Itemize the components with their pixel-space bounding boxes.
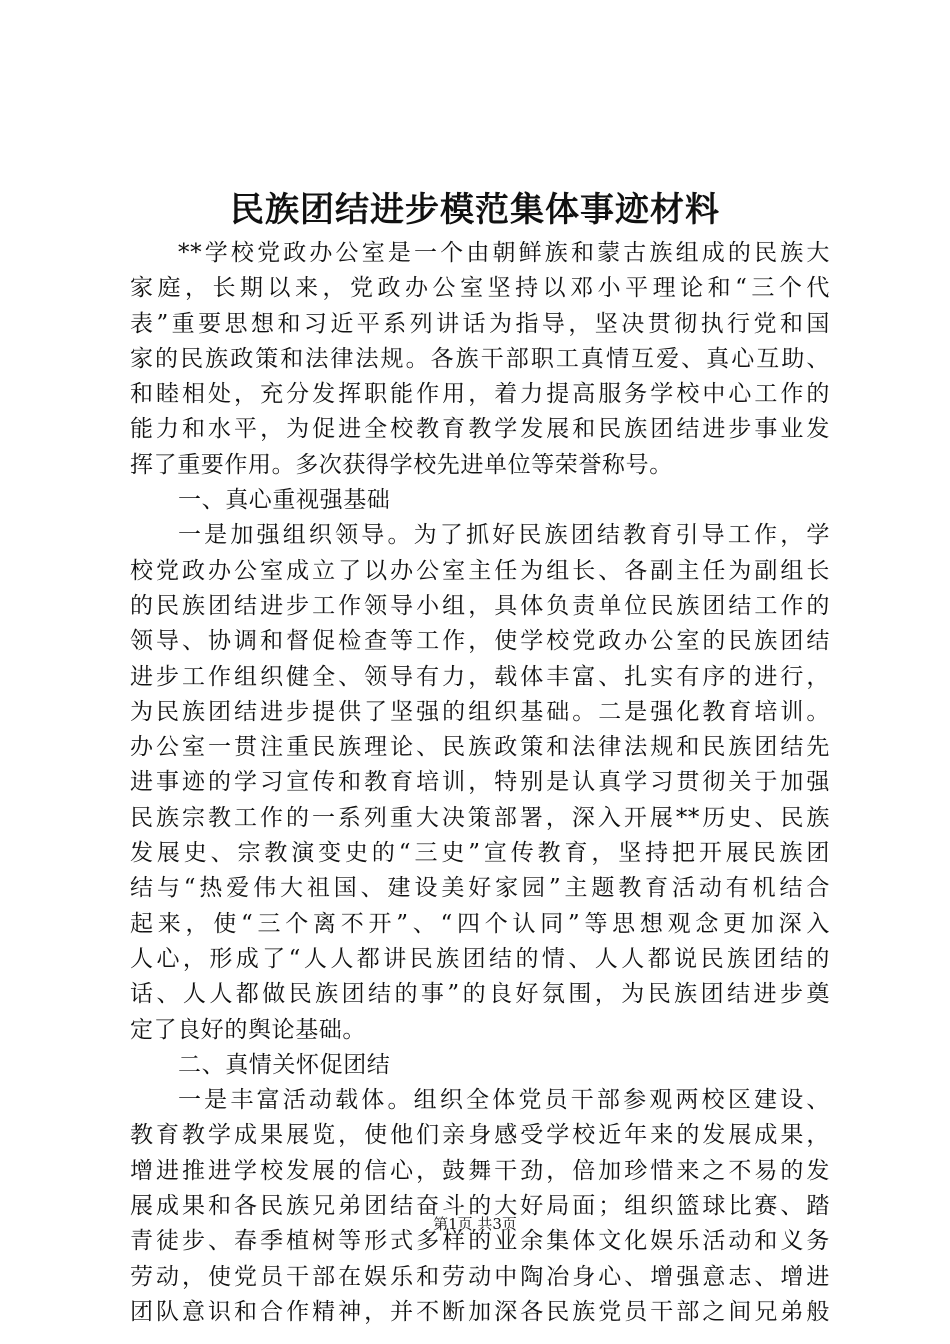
text-line: 进事迹的学习宣传和教育培训，特别是认真学习贯彻关于加强 [130,769,830,796]
text-line: 青徒步、春季植树等形式多样的业余集体文化娱乐活动和义务 [130,1228,830,1255]
text-line: 领导、协调和督促检查等工作，使学校党政办公室的民族团结 [130,628,830,655]
text-line: **学校党政办公室是一个由朝鲜族和蒙古族组成的民族大 [178,240,830,266]
text-line: 一是丰富活动载体。组织全体党员干部参观两校区建设、 [178,1087,830,1114]
text-line: 和睦相处，充分发挥职能作用，着力提高服务学校中心工作的 [130,381,830,408]
text-line: 团队意识和合作精神，并不断加深各民族党员干部之间兄弟般 [130,1298,830,1325]
text-line: 定了良好的舆论基础。 [130,1016,366,1043]
document-title: 民族团结进步模范集体事迹材料 [230,190,720,230]
text-line: 增进推进学校发展的信心，鼓舞干劲，倍加珍惜来之不易的发 [130,1157,830,1184]
text-line: 的民族团结进步工作领导小组，具体负责单位民族团结工作的 [130,592,830,619]
text-line: 表”重要思想和习近平系列讲话为指导，坚决贯彻执行党和国 [130,310,830,337]
text-line: 劳动，使党员干部在娱乐和劳动中陶冶身心、增强意志、增进 [130,1263,830,1290]
text-line: 挥了重要作用。多次获得学校先进单位等荣誉称号。 [130,451,673,478]
text-line: 起来，使“三个离不开”、“四个认同”等思想观念更加深入 [130,910,830,937]
text-line: 一是加强组织领导。为了抓好民族团结教育引导工作，学 [178,522,830,549]
text-line: 进步工作组织健全、领导有力，载体丰富、扎实有序的进行， [130,663,830,690]
text-line: 二、真情关怀促团结 [178,1051,391,1078]
page-footer: 第1页 共3页 [433,1215,517,1233]
text-line: 展成果和各民族兄弟团结奋斗的大好局面；组织篮球比赛、踏 [130,1193,830,1220]
text-line: 为民族团结进步提供了坚强的组织基础。二是强化教育培训。 [130,698,830,725]
text-line: 能力和水平，为促进全校教育教学发展和民族团结进步事业发 [130,416,830,443]
document-body [130,236,830,1330]
text-line: 办公室一贯注重民族理论、民族政策和法律法规和民族团结先 [130,734,830,761]
text-line: 一、真心重视强基础 [178,487,391,514]
text-line: 校党政办公室成立了以办公室主任为组长、各副主任为副组长 [130,557,830,584]
text-line: 人心，形成了“人人都讲民族团结的情、人人都说民族团结的 [130,945,830,972]
text-line: 家庭，长期以来，党政办公室坚持以邓小平理论和“三个代 [130,275,830,302]
text-line: 发展史、宗教演变史的“三史”宣传教育，坚持把开展民族团 [130,840,830,867]
text-line: 教育教学成果展览，使他们亲身感受学校近年来的发展成果， [130,1122,830,1149]
text-line: 民族宗教工作的一系列重大决策部署，深入开展**历史、民族 [130,804,830,831]
text-line: 话、人人都做民族团结的事”的良好氛围，为民族团结进步奠 [130,981,830,1008]
text-line: 结与“热爱伟大祖国、建设美好家园”主题教育活动有机结合 [130,875,830,902]
text-line: 家的民族政策和法律法规。各族干部职工真情互爱、真心互助、 [130,345,830,372]
